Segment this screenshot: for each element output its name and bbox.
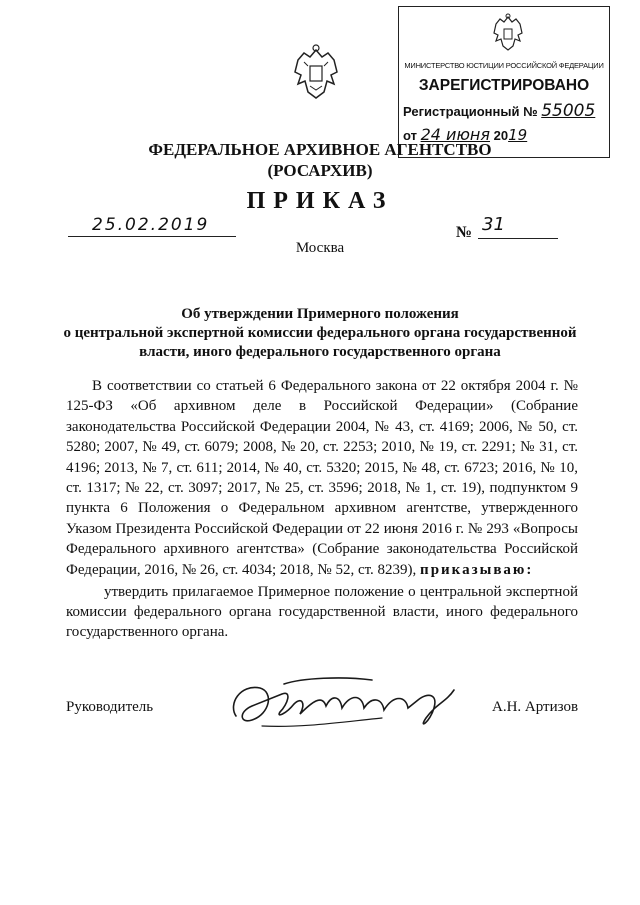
stamp-year-prefix: 20 bbox=[493, 128, 509, 143]
agency-name: ФЕДЕРАЛЬНОЕ АРХИВНОЕ АГЕНТСТВО bbox=[148, 140, 492, 159]
stamp-reg-line bbox=[403, 101, 607, 121]
signer-role: Руководитель bbox=[66, 699, 154, 715]
stamp-registered: ЗАРЕГИСТРИРОВАНО bbox=[418, 77, 590, 94]
agency-short: (РОСАРХИВ) bbox=[267, 161, 373, 180]
date-underline bbox=[68, 236, 236, 237]
order-heading bbox=[60, 305, 580, 362]
order-date: 25.02.2019 bbox=[92, 215, 210, 235]
signer-name: А.Н. Артизов bbox=[492, 699, 579, 715]
decision-paragraph bbox=[66, 582, 578, 642]
stamp-date-prefix: от bbox=[403, 128, 417, 143]
order-word: приказываю: bbox=[420, 561, 534, 578]
decision-text: утвердить прилагаемое Примерное положение о центральной экспертной комиссии федерального органа государственной власти, иного федерального государственного органа. bbox=[66, 584, 578, 640]
order-number: 31 bbox=[482, 214, 505, 235]
preamble-text: В соответствии со статьей 6 Федерального закона от 22 октября 2004 г. № 125-ФЗ «Об архивном деле в Российской Федерации» (Собрание законодательства Российской Федерации 2004, № 43, ст. 4169; 2006, № 50, ст. 5280; 2007, № 49, ст. 6079; 2008, № 20, ст. 2253; 2010, № 19, ст. 2291; № 31, ст. 4196; 2013, № 7, ст. 611; 2014, № 40, ст. 5320; 2015, № 48, ст. 6723; 2016, № 10, ст. 1317; № 22, ст. 3097; 2017, № 25, ст. 3596; 2018, № 1, ст. 19), подпунктом 9 пункта 6 Положения о Федеральном архивном агентстве, утвержденного Указом Президента Российской Федерации от 22 июня 2016 г. № 293 «Вопросы Федерального архивного агентства» (Собрание законодательства Российской Федерации, 2016, № 26, ст. 4034; 2018, № 52, ст. 8239), bbox=[66, 378, 578, 578]
doc-title: ПРИКАЗ bbox=[246, 188, 394, 214]
stamp-reg-label: Регистрационный № bbox=[403, 104, 538, 119]
stamp-year-suffix: 19 bbox=[508, 126, 528, 144]
coat-of-arms-icon bbox=[290, 44, 342, 102]
number-label: № bbox=[456, 224, 473, 241]
stamp-date: 24 июня bbox=[420, 125, 491, 144]
preamble-paragraph bbox=[66, 376, 578, 580]
city: Москва bbox=[295, 240, 345, 256]
heading-line: власти, иного федерального государственного органа bbox=[139, 344, 501, 360]
heading-line: Об утверждении Примерного положения bbox=[181, 306, 459, 322]
number-underline bbox=[478, 238, 558, 239]
stamp-reg-number: 55005 bbox=[541, 101, 596, 121]
handwritten-signature bbox=[222, 664, 472, 746]
registration-stamp bbox=[398, 6, 610, 158]
coat-of-arms-icon bbox=[491, 13, 525, 53]
stamp-ministry: МИНИСТЕРСТВО ЮСТИЦИИ РОССИЙСКОЙ ФЕДЕРАЦИИ bbox=[404, 61, 604, 70]
heading-line: о центральной экспертной комиссии федерального органа государственной bbox=[63, 325, 577, 341]
